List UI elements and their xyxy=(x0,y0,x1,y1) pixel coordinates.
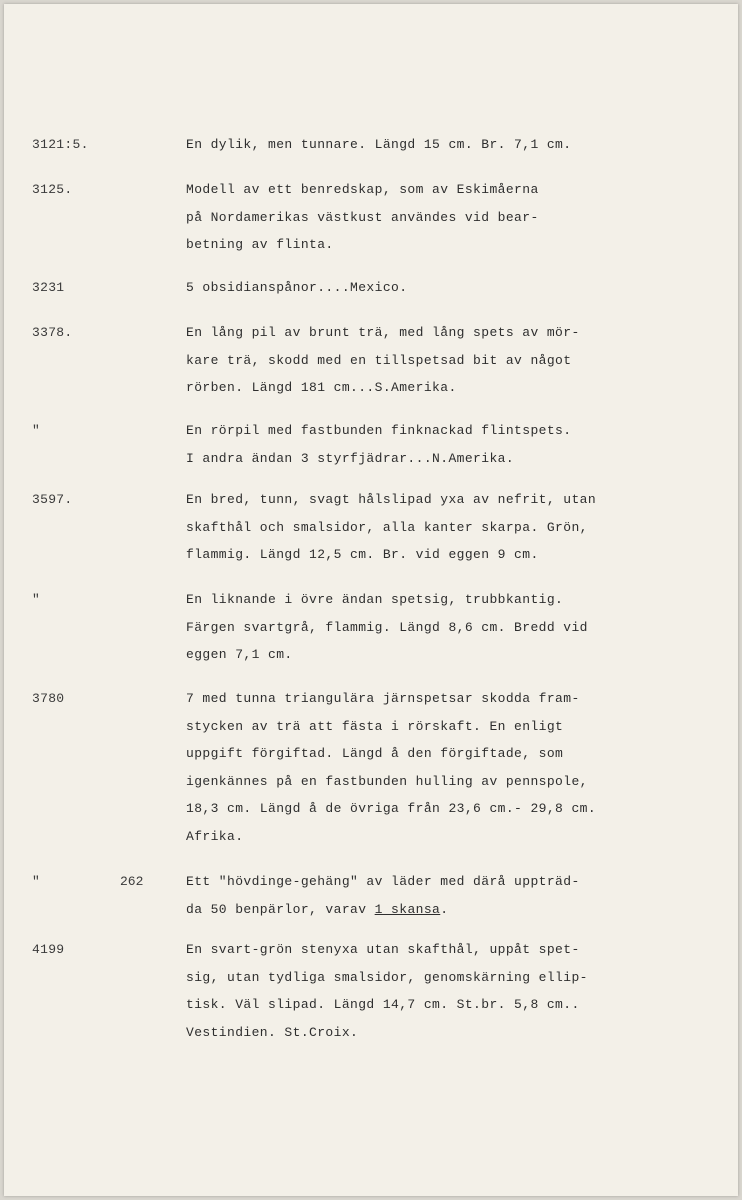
text-line: I andra ändan 3 styrfjädrar...N.Amerika. xyxy=(186,450,515,466)
entry-description xyxy=(186,182,726,265)
catalog-number: 3121:5. xyxy=(32,137,89,152)
text-line: En svart-grön stenyxa utan skafthål, uppåt spet- xyxy=(186,942,580,957)
text-line: kare trä, skodd med en tillspetsad bit av något xyxy=(186,352,572,368)
text-line: En liknande i övre ändan spetsig, trubbkantig. xyxy=(186,592,564,607)
text-line: Afrika. xyxy=(186,828,244,844)
catalog-number: 3125. xyxy=(32,182,73,197)
text-line xyxy=(186,902,726,930)
text-line: igenkännes på en fastbunden hulling av pennspole, xyxy=(186,773,588,789)
text-line: Vestindien. St.Croix. xyxy=(186,1024,359,1040)
entry-description xyxy=(186,592,726,675)
entry-description xyxy=(186,874,726,929)
text-line: stycken av trä att fästa i rörskaft. En enligt xyxy=(186,718,564,734)
text-line: på Nordamerikas västkust användes vid bear- xyxy=(186,209,539,225)
catalog-number: 4199 xyxy=(32,942,65,957)
ditto-mark: " xyxy=(32,423,41,438)
text-segment: . xyxy=(440,901,449,917)
underlined-text: 1 skansa xyxy=(374,901,441,917)
entry-description xyxy=(186,942,726,1052)
catalog-number: 3231 xyxy=(32,280,65,295)
document-page xyxy=(4,4,738,1196)
text-line: betning av flinta. xyxy=(186,237,334,252)
text-line: 5 obsidianspånor....Mexico. xyxy=(186,280,408,295)
text-line: Ett "hövdinge-gehäng" av läder med därå uppträd- xyxy=(186,874,580,889)
text-line: flammig. Längd 12,5 cm. Br. vid eggen 9 cm. xyxy=(186,547,539,562)
entry-description xyxy=(186,492,726,575)
text-line: eggen 7,1 cm. xyxy=(186,647,293,662)
entry-description xyxy=(186,325,726,408)
text-segment: da 50 benpärlor, varav xyxy=(186,901,375,917)
text-line: En lång pil av brunt trä, med lång spets av mör- xyxy=(186,325,580,340)
text-line: En bred, tunn, svagt hålslipad yxa av nefrit, utan xyxy=(186,492,597,507)
entry-description xyxy=(186,137,726,165)
ditto-mark: " xyxy=(32,592,41,607)
catalog-number: 3597. xyxy=(32,492,73,507)
entry-description xyxy=(186,280,726,308)
ditto-mark: " xyxy=(32,874,41,889)
text-line: uppgift förgiftad. Längd å den förgiftade, som xyxy=(186,746,564,761)
text-line: tisk. Väl slipad. Längd 14,7 cm. St.br. 5,8 cm.. xyxy=(186,997,580,1012)
text-line: En rörpil med fastbunden finknackad flintspets. xyxy=(186,423,572,438)
text-line: 7 med tunna triangulära järnspetsar skodda fram- xyxy=(186,691,580,706)
text-line: Färgen svartgrå, flammig. Längd 8,6 cm. Bredd vid xyxy=(186,619,588,635)
text-line: En dylik, men tunnare. Längd 15 cm. Br. 7,1 cm. xyxy=(186,137,572,152)
sub-number: 262 xyxy=(120,874,144,889)
entry-description xyxy=(186,691,726,856)
catalog-number: 3780 xyxy=(32,691,65,706)
text-line: rörben. Längd 181 cm...S.Amerika. xyxy=(186,380,457,395)
text-line: skafthål och smalsidor, alla kanter skarpa. Grön, xyxy=(186,519,588,535)
entry-description xyxy=(186,423,726,478)
text-line: sig, utan tydliga smalsidor, genomskärning ellip- xyxy=(186,969,588,985)
catalog-number: 3378. xyxy=(32,325,73,340)
text-line: 18,3 cm. Längd å de övriga från 23,6 cm.- 29,8 cm. xyxy=(186,801,597,816)
text-line: Modell av ett benredskap, som av Eskimåerna xyxy=(186,182,539,197)
